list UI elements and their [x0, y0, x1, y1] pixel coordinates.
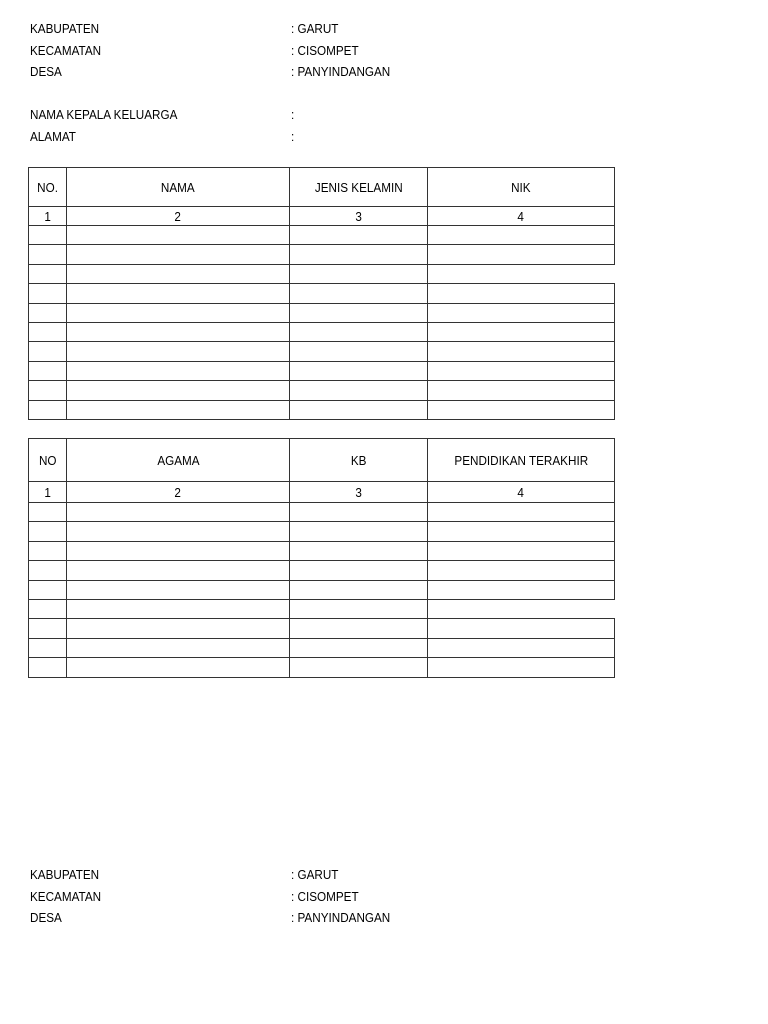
table-cell[interactable] — [29, 599, 67, 618]
table-cell[interactable] — [67, 503, 290, 522]
table-row — [29, 361, 615, 380]
kecamatan-value: : CISOMPET — [291, 42, 359, 58]
table-row — [29, 226, 615, 245]
table-row — [29, 322, 615, 341]
table-cell[interactable] — [428, 599, 615, 618]
table-cell[interactable] — [290, 619, 428, 638]
table-cell[interactable] — [29, 580, 67, 599]
table-cell[interactable] — [29, 284, 67, 303]
kabupaten-value: : GARUT — [291, 867, 339, 882]
table-cell[interactable] — [29, 245, 67, 264]
table-cell[interactable] — [428, 619, 615, 638]
table-row — [29, 245, 615, 264]
column-number: 3 — [290, 482, 428, 503]
table-cell[interactable] — [428, 503, 615, 522]
table-cell[interactable] — [29, 264, 67, 283]
table-row — [29, 541, 615, 560]
table-cell[interactable] — [290, 245, 428, 264]
kecamatan-row — [30, 886, 534, 908]
header-nik: NIK — [428, 168, 615, 207]
table-cell[interactable] — [67, 342, 290, 361]
table-cell[interactable] — [29, 638, 67, 657]
table-cell[interactable] — [29, 361, 67, 380]
table-cell[interactable] — [428, 303, 615, 322]
header-no: NO. — [29, 168, 67, 207]
alamat-row — [30, 126, 534, 148]
column-number: 2 — [67, 207, 290, 226]
table-cell[interactable] — [290, 284, 428, 303]
column-number: 2 — [67, 482, 290, 503]
table-cell[interactable] — [67, 264, 290, 283]
kabupaten-row — [30, 864, 534, 886]
table-row — [29, 599, 615, 618]
kabupaten-row — [30, 18, 534, 40]
table-cell[interactable] — [290, 541, 428, 560]
table-cell[interactable] — [29, 381, 67, 400]
table-cell[interactable] — [67, 284, 290, 303]
table-cell[interactable] — [29, 342, 67, 361]
header-nama: NAMA — [67, 168, 290, 207]
table-cell[interactable] — [428, 245, 615, 264]
table-cell[interactable] — [428, 522, 615, 541]
table-cell[interactable] — [428, 342, 615, 361]
table-cell[interactable] — [290, 658, 428, 677]
table-row — [29, 400, 615, 419]
table-cell[interactable] — [67, 599, 290, 618]
desa-row — [30, 907, 534, 929]
table-cell[interactable] — [67, 522, 290, 541]
header-agama: AGAMA — [67, 439, 290, 482]
column-number: 1 — [29, 207, 67, 226]
table-header-row — [29, 439, 615, 482]
table-cell[interactable] — [428, 580, 615, 599]
column-number: 1 — [29, 482, 67, 503]
table-cell[interactable] — [428, 284, 615, 303]
table-cell[interactable] — [428, 400, 615, 419]
alamat-value: : — [291, 128, 295, 144]
column-number-row — [29, 482, 615, 503]
table-cell[interactable] — [428, 658, 615, 677]
table-cell[interactable] — [290, 599, 428, 618]
table-cell[interactable] — [67, 226, 290, 245]
desa-label: DESA — [30, 910, 62, 925]
table-cell[interactable] — [29, 322, 67, 341]
table-cell[interactable] — [428, 638, 615, 657]
kecamatan-label: KECAMATAN — [30, 888, 102, 904]
desa-value: : PANYINDANGAN — [291, 64, 391, 79]
member-details-table — [28, 438, 615, 678]
table-cell[interactable] — [29, 226, 67, 245]
alamat-label: ALAMAT — [30, 128, 76, 144]
table-cell[interactable] — [290, 342, 428, 361]
header-no: NO — [29, 439, 67, 482]
kabupaten-value: : GARUT — [291, 21, 339, 36]
table-row — [29, 381, 615, 400]
table-cell[interactable] — [67, 580, 290, 599]
table-row — [29, 342, 615, 361]
table-cell[interactable] — [428, 381, 615, 400]
table-cell[interactable] — [290, 381, 428, 400]
table-row — [29, 303, 615, 322]
table-cell[interactable] — [67, 638, 290, 657]
table-row — [29, 658, 615, 677]
table-cell[interactable] — [428, 264, 615, 283]
table-cell[interactable] — [67, 541, 290, 560]
desa-label: DESA — [30, 64, 62, 79]
table-cell[interactable] — [67, 658, 290, 677]
table-row — [29, 503, 615, 522]
table-cell[interactable] — [67, 400, 290, 419]
table-cell[interactable] — [290, 264, 428, 283]
table-cell[interactable] — [67, 303, 290, 322]
table-row — [29, 619, 615, 638]
table-cell[interactable] — [29, 400, 67, 419]
kabupaten-label: KABUPATEN — [30, 21, 100, 36]
footer-info — [30, 864, 590, 929]
table-cell[interactable] — [428, 561, 615, 580]
header-pendidikan-terakhir: PENDIDIKAN TERAKHIR — [428, 439, 615, 482]
table-cell[interactable] — [428, 541, 615, 560]
table-cell[interactable] — [29, 541, 67, 560]
table-cell[interactable] — [290, 361, 428, 380]
column-number: 3 — [290, 207, 428, 226]
table-row — [29, 561, 615, 580]
table-cell[interactable] — [428, 361, 615, 380]
table-row — [29, 638, 615, 657]
table-cell[interactable] — [290, 400, 428, 419]
table-cell[interactable] — [290, 226, 428, 245]
kepala-keluarga-label: NAMA KEPALA KELUARGA — [30, 107, 178, 122]
column-number-row — [29, 207, 615, 226]
table-cell[interactable] — [290, 503, 428, 522]
kepala-keluarga-row — [30, 104, 534, 126]
table-cell[interactable] — [428, 322, 615, 341]
table-cell[interactable] — [67, 381, 290, 400]
table-header-row — [29, 168, 615, 207]
table-cell[interactable] — [29, 658, 67, 677]
table-cell[interactable] — [67, 561, 290, 580]
table-cell[interactable] — [290, 322, 428, 341]
table-cell[interactable] — [67, 322, 290, 341]
table-cell[interactable] — [67, 245, 290, 264]
family-info — [30, 104, 590, 147]
table-cell[interactable] — [290, 580, 428, 599]
table-row — [29, 580, 615, 599]
table-cell[interactable] — [67, 361, 290, 380]
kecamatan-label: KECAMATAN — [30, 42, 102, 58]
table-cell[interactable] — [290, 303, 428, 322]
table-cell[interactable] — [29, 561, 67, 580]
header-jenis-kelamin: JENIS KELAMIN — [290, 168, 428, 207]
kecamatan-row — [30, 40, 534, 62]
member-identity-table — [28, 167, 615, 420]
header-kb: KB — [290, 439, 428, 482]
kepala-keluarga-value: : — [291, 107, 295, 122]
table-cell[interactable] — [29, 303, 67, 322]
table-row — [29, 284, 615, 303]
table-cell[interactable] — [67, 619, 290, 638]
table-cell[interactable] — [290, 561, 428, 580]
desa-value: : PANYINDANGAN — [291, 910, 391, 925]
table-cell[interactable] — [29, 503, 67, 522]
kabupaten-label: KABUPATEN — [30, 867, 100, 882]
column-number: 4 — [428, 207, 615, 226]
table-cell[interactable] — [29, 522, 67, 541]
table-cell[interactable] — [290, 522, 428, 541]
header-info — [30, 18, 590, 83]
desa-row — [30, 61, 534, 83]
table-row — [29, 522, 615, 541]
table-cell[interactable] — [428, 226, 615, 245]
table-cell[interactable] — [29, 619, 67, 638]
table-cell[interactable] — [290, 638, 428, 657]
table-row — [29, 264, 615, 283]
column-number: 4 — [428, 482, 615, 503]
kecamatan-value: : CISOMPET — [291, 888, 359, 904]
